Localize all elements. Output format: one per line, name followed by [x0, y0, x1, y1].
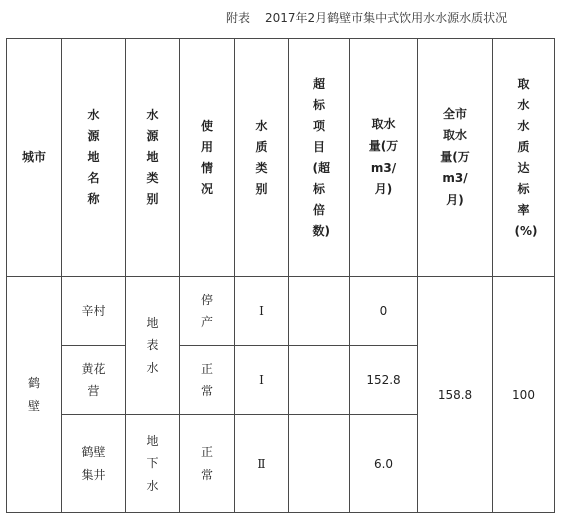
header-usage: 使用情况	[180, 39, 235, 277]
usage-cell: 正常	[180, 415, 235, 513]
quality-cell: Ⅰ	[235, 277, 289, 346]
table-row	[7, 277, 555, 346]
source-type-cell: 地下水	[126, 415, 180, 513]
usage-cell: 正常	[180, 346, 235, 415]
header-city: 城市	[7, 39, 62, 277]
source-type-cell: 地表水	[126, 277, 180, 415]
header-row	[7, 39, 555, 277]
intake-cell: 152.8	[350, 346, 418, 415]
source-name-cell: 鹤壁集井	[62, 415, 126, 513]
header-source-name: 水源地名称	[62, 39, 126, 277]
quality-cell: Ⅰ	[235, 346, 289, 415]
source-name-cell: 黄花营	[62, 346, 126, 415]
header-intake: 取水量(万m3/月)	[350, 39, 418, 277]
water-quality-table	[6, 38, 555, 513]
header-compliance: 取水水质达标率(%)	[493, 39, 555, 277]
intake-cell: 6.0	[350, 415, 418, 513]
usage-cell: 停产	[180, 277, 235, 346]
caption-title: 2017年2月鹤壁市集中式饮用水水源水质状况	[265, 11, 508, 25]
intake-cell: 0	[350, 277, 418, 346]
exceed-cell	[289, 277, 350, 346]
exceed-cell	[289, 415, 350, 513]
compliance-cell: 100	[493, 277, 555, 513]
exceed-cell	[289, 346, 350, 415]
header-source-type: 水源地类别	[126, 39, 180, 277]
city-intake-cell: 158.8	[418, 277, 493, 513]
city-cell: 鹤壁	[7, 277, 62, 513]
source-name-cell: 辛村	[62, 277, 126, 346]
header-city-intake: 全市取水量(万m3/月)	[418, 39, 493, 277]
caption-prefix: 附表	[226, 11, 251, 25]
quality-cell: Ⅱ	[235, 415, 289, 513]
header-exceed-items: 超标项目(超标倍数)	[289, 39, 350, 277]
header-quality-class: 水质类别	[235, 39, 289, 277]
